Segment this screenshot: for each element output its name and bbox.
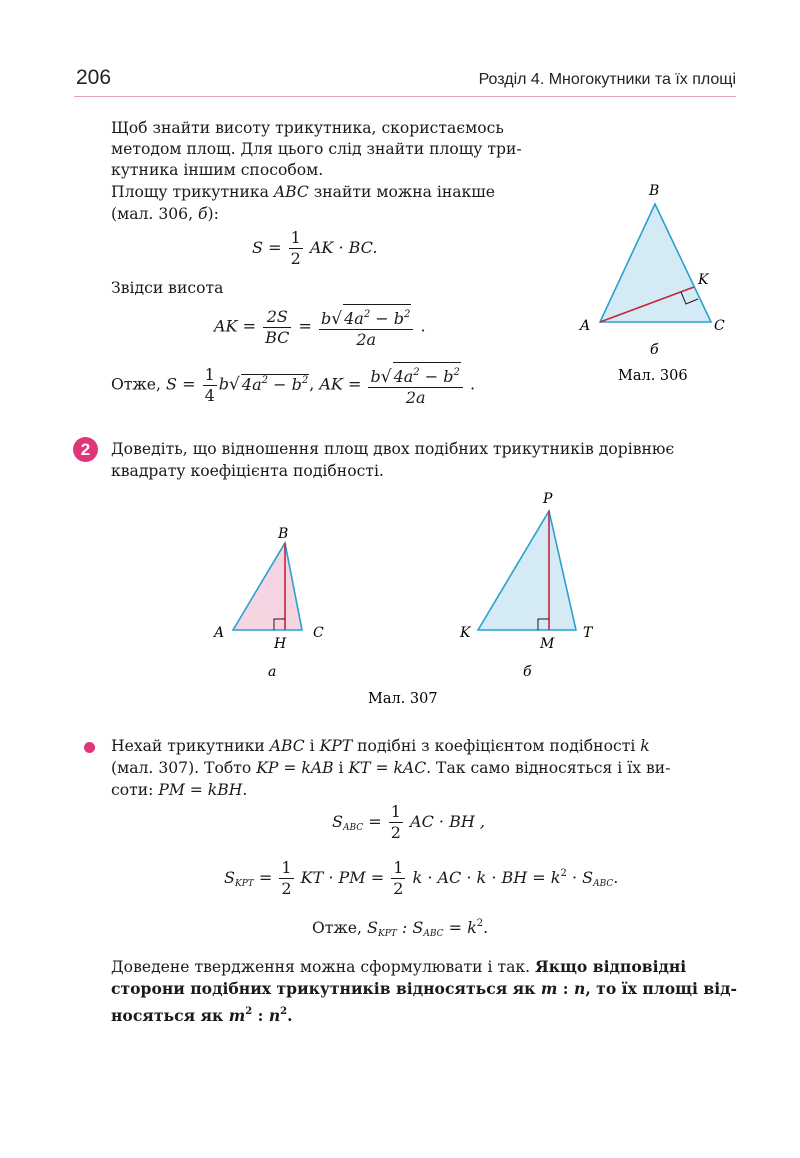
fraction-half <box>289 228 303 269</box>
page-number: 206 <box>76 66 112 89</box>
t: сторони подібних трикутників відносяться як <box>111 979 541 998</box>
fraction-half <box>279 858 293 899</box>
sq: 2 <box>301 374 309 386</box>
fraction-quarter <box>203 365 217 406</box>
t: подібні з коефіцієнтом подібності <box>352 737 641 755</box>
label-p: P <box>543 491 553 507</box>
period: . <box>483 918 489 937</box>
t: і <box>333 759 349 777</box>
label-sub-a: а <box>268 664 277 680</box>
fraction-sqrt <box>319 304 413 350</box>
period: . <box>613 868 619 887</box>
caption-306: Мал. 306 <box>618 368 688 380</box>
formula-height-ak <box>214 304 426 350</box>
proof-line-2 <box>111 758 670 780</box>
radical-sign: √ <box>229 374 240 395</box>
t: k <box>640 737 650 755</box>
t: 4a <box>241 374 262 394</box>
formula-s-kpt <box>224 858 618 899</box>
t: 4a <box>393 367 414 386</box>
formula-therefore <box>111 362 475 408</box>
conclusion-line-3 <box>111 1001 293 1027</box>
therefore-word: Отже, <box>111 375 161 394</box>
text: ): <box>207 205 219 223</box>
sub-kpt: KPT <box>234 879 254 889</box>
sq: 2 <box>560 868 567 879</box>
t: − b <box>419 367 454 386</box>
label-m: M <box>540 636 555 652</box>
section-title: Розділ 4. Многокутники та їх площі <box>478 71 736 88</box>
radical-sign: √ <box>331 309 343 329</box>
denominator: 2 <box>281 879 292 898</box>
denominator: BC <box>265 327 290 347</box>
rhs: AC · BH , <box>410 812 485 831</box>
label-a: A <box>214 625 225 641</box>
t: . Так само відносяться і їх ви- <box>426 759 671 777</box>
text: (мал. 306, <box>111 205 199 223</box>
numerator: 1 <box>290 228 301 247</box>
numerator: 1 <box>204 364 215 384</box>
radical-sign: √ <box>380 367 392 387</box>
label-k: K <box>698 272 709 288</box>
label-k: K <box>460 625 471 641</box>
t: KP = kAB <box>256 759 334 777</box>
numerator: 1 <box>281 858 292 877</box>
var-s: S <box>252 238 263 257</box>
intro-line-3: кутника іншим способом. <box>111 161 324 179</box>
var-ak: AK <box>214 316 238 336</box>
sub-abc: ABC <box>593 879 614 889</box>
denominator: 2a <box>405 388 426 407</box>
t: : <box>252 1006 269 1025</box>
intro-line-4 <box>111 182 495 204</box>
radicand <box>241 374 309 394</box>
math-abc: ABC <box>273 183 309 201</box>
formula-area-ak-bc <box>252 228 377 269</box>
conclusion-line-2 <box>111 978 737 1000</box>
fraction-half <box>391 858 405 899</box>
var-ak: AK <box>319 374 343 394</box>
fraction-half <box>389 802 403 843</box>
intro-line-2: методом площ. Для цього слід знайти площу три- <box>111 140 522 158</box>
label-b: B <box>278 526 289 542</box>
t: носяться як <box>111 1006 229 1025</box>
mid: KT · PM = <box>300 868 385 887</box>
task2-line-1: Доведіть, що відношення площ двох подібних трикутників дорівнює <box>111 440 675 458</box>
t: і <box>304 737 320 755</box>
t: . <box>242 781 248 799</box>
task-number-badge: 2 <box>73 437 98 462</box>
label-h: H <box>274 636 287 652</box>
label-b: B <box>649 183 660 199</box>
hence-height: Звідси висота <box>111 279 224 297</box>
triangle-abc <box>600 204 711 322</box>
t: соти: <box>111 781 159 799</box>
var-b: b <box>218 374 230 394</box>
var-s: S <box>367 918 379 937</box>
t: − b <box>267 374 302 394</box>
therefore-word: Отже, <box>312 919 362 937</box>
figure-307 <box>200 485 620 710</box>
formula-ratio <box>312 918 488 939</box>
numerator <box>319 304 413 330</box>
equals: = <box>242 316 257 336</box>
radicand <box>393 362 461 387</box>
var-s: S <box>224 868 235 887</box>
denominator: 4 <box>204 385 215 405</box>
label-a: A <box>580 318 591 334</box>
numerator: 1 <box>393 858 404 877</box>
caption-307: Мал. 307 <box>368 691 438 707</box>
sq: 2 <box>413 367 420 378</box>
sq: 2 <box>363 309 371 320</box>
denominator: 2 <box>390 823 401 842</box>
fraction-sqrt <box>368 362 462 408</box>
ak-bc: AK · BC. <box>309 238 378 257</box>
equals: = <box>182 374 196 394</box>
tail: · S <box>566 868 594 887</box>
period: . <box>469 374 476 394</box>
label-sub-b: б <box>523 664 532 680</box>
equals: = <box>347 374 362 394</box>
var-b: b <box>370 367 381 386</box>
header-divider <box>74 96 736 97</box>
figure-306 <box>570 180 740 380</box>
label-c: C <box>714 318 725 334</box>
sq: 2 <box>476 918 484 929</box>
sq: 2 <box>280 1006 288 1017</box>
task2-line-2: квадрату коефіцієнта подібності. <box>111 462 384 480</box>
conclusion-line-1 <box>111 956 686 979</box>
t: , то їх площі від- <box>585 979 737 998</box>
equals: = <box>268 238 282 257</box>
equals: = <box>368 812 382 831</box>
sq: 2 <box>404 309 411 320</box>
sub-label: б <box>198 205 208 223</box>
proof-bullet <box>84 742 95 753</box>
label-c: C <box>313 625 324 641</box>
var-b: b <box>321 309 332 328</box>
label-t: T <box>583 625 593 641</box>
equals: = <box>258 868 273 887</box>
sq: 2 <box>261 374 268 386</box>
numerator: 2S <box>263 307 291 328</box>
triangle-abc <box>233 543 302 630</box>
sq: 2 <box>245 1006 253 1017</box>
numerator: 1 <box>390 802 401 821</box>
label-sub-b: б <box>650 342 659 358</box>
triangle-kpt <box>478 511 576 630</box>
t: − b <box>370 309 405 328</box>
comma: , <box>309 374 315 394</box>
t: ABC <box>269 737 305 755</box>
sq: 2 <box>453 367 460 378</box>
t: PM = kBH <box>158 781 243 799</box>
t: m <box>540 979 558 998</box>
colon-s: : S <box>396 918 424 937</box>
equals: = <box>298 316 312 336</box>
denominator: 2 <box>290 249 301 268</box>
sub-kpt: KPT <box>378 929 397 939</box>
t: : <box>557 979 574 998</box>
t: Нехай трикутники <box>111 737 270 755</box>
t: (мал. 307). Тобто <box>111 759 257 777</box>
t: . <box>287 1006 293 1025</box>
t: Якщо відповідні <box>535 957 687 976</box>
eq-k: = k <box>443 918 477 937</box>
period: . <box>420 316 426 336</box>
numerator <box>368 362 462 388</box>
t: 4a <box>344 309 364 328</box>
denominator: 2 <box>393 879 404 898</box>
fraction-2s-bc <box>263 307 291 348</box>
text: Площу трикутника <box>111 183 274 201</box>
var-s: S <box>332 812 343 831</box>
sub-abc: ABC <box>342 823 364 833</box>
denominator: 2a <box>356 330 377 349</box>
t: KT = kAC <box>348 759 427 777</box>
intro-line-1: Щоб знайти висоту трикутника, скористаємось <box>111 119 504 137</box>
var-s: S <box>166 374 178 394</box>
t: m <box>228 1006 246 1025</box>
text: знайти можна інакше <box>308 183 495 201</box>
t: KPT <box>319 737 353 755</box>
rhs: k · AC · k · BH = k <box>412 868 561 887</box>
t: Доведене твердження можна сформулювати і так. <box>111 958 536 976</box>
t: n <box>573 979 586 998</box>
proof-line-1 <box>111 736 650 758</box>
radicand <box>343 304 411 329</box>
proof-line-3 <box>111 780 247 802</box>
intro-line-5 <box>111 204 219 226</box>
t: n <box>268 1006 281 1025</box>
sub-abc: ABC <box>423 929 444 939</box>
formula-s-abc <box>332 802 485 843</box>
